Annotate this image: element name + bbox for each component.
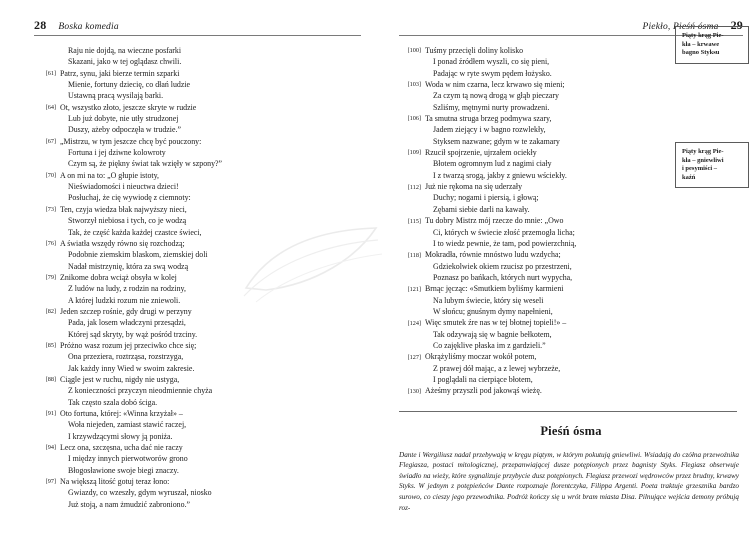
- verse-line-text: Z prawej dół mając, a z lewej wybrzeże,: [433, 363, 561, 373]
- verse-line-text: Ot, wszystko złoto, jeszcze skryte w rudzie: [60, 102, 197, 112]
- verse-line-text: Styksem nazwane; gdym w te zakamary: [433, 136, 560, 146]
- verse-line: [399, 317, 743, 328]
- verse-line-text: Tak, że część każda każdej czastce świeci,: [68, 227, 202, 237]
- verse-line: [399, 192, 743, 203]
- verse-line: [34, 453, 363, 464]
- verse-line-text: A on mi na to: „O głupie istoty,: [60, 170, 159, 180]
- verse-line-text: Lecz ona, szczęsna, ucha dać nie raczy: [60, 443, 183, 453]
- verse-line: [34, 90, 363, 101]
- verse-line: [34, 170, 363, 181]
- sidenote-1: Piąty krąg Pie- kła – krwawe bagno Styksu: [675, 26, 749, 64]
- verse-line-text: Jeden szczep rośnie, gdy drugi w perzyny: [60, 306, 192, 316]
- verse-line-text: Jadem ziejący i w bagno rozwlekły,: [433, 125, 546, 135]
- verse-line-text: Błotem ogromnym lud z nagimi ciały: [433, 159, 552, 169]
- verse-line-text: Okrążyliśmy moczar wokół potem,: [425, 352, 537, 362]
- verse-line-text: Woda w nim czarna, lecz krwawo się mieni;: [425, 80, 565, 90]
- verse-line: [399, 306, 743, 317]
- verse-line: [399, 68, 743, 79]
- verse-line-text: Woła niejeden, zamiast stawić raczej,: [68, 420, 187, 430]
- verse-line-number: [76]: [45, 240, 56, 248]
- verse-line-text: Na większą litość gotuj teraz łono:: [60, 477, 170, 487]
- verse-line-number: [70]: [45, 172, 56, 180]
- verse-line: [399, 79, 743, 90]
- verse-line: [34, 249, 363, 260]
- verse-line-number: [85]: [45, 342, 56, 350]
- verse-line: [34, 419, 363, 430]
- verse-line: [34, 261, 363, 272]
- verse-line-text: Jak każdy inny Wied w swoim zakresie.: [68, 363, 195, 373]
- verse-line: [34, 227, 363, 238]
- verse-line-text: A światła wszędy równo się rozchodzą;: [60, 238, 185, 248]
- verse-line: [34, 374, 363, 385]
- verse-line-text: Podobnie ziemskim blaskom, ziemskiej doli: [68, 250, 208, 260]
- verse-line: [34, 442, 363, 453]
- section-title: Pieśń ósma: [540, 423, 602, 438]
- verse-line-text: Ten, czyja wiedza błak najwyższy nieci,: [60, 204, 187, 214]
- verse-line-text: Co zajęklive płaska im z gardzieli.”: [433, 340, 546, 350]
- verse-line: [34, 397, 363, 408]
- verse-line: [399, 340, 743, 351]
- verse-line-text: Ciągle jest w ruchu, nigdy nie ustyga,: [60, 374, 180, 384]
- verse-line-text: Rzucił spojrzenie, ujrzałem ociekły: [425, 148, 537, 158]
- verse-line-text: Znikome dobra wciąż obsyła w kolej: [60, 272, 177, 282]
- verse-line-number: [79]: [45, 274, 56, 282]
- verse-line: [399, 227, 743, 238]
- verse-line: [34, 147, 363, 158]
- verse-line: [34, 272, 363, 283]
- verse-line-text: Próżno wasz rozum jej przeciwko chce się;: [60, 340, 197, 350]
- verse-line: [34, 317, 363, 328]
- verse-line: [34, 136, 363, 147]
- verse-line: [399, 249, 743, 260]
- verse-line-text: „Mistrzu, w tym jeszcze chcę być pouczony:: [60, 136, 202, 146]
- verse-line-number: [103]: [407, 81, 421, 89]
- left-page: [0, 0, 377, 538]
- verse-line: [399, 283, 743, 294]
- verse-line-number: [109]: [407, 149, 421, 157]
- verse-line-text: Już stoją, a nam żmudzić zabroniono.”: [68, 499, 191, 509]
- verse-line-text: Duchy; nogami i piersią, i głową;: [433, 193, 539, 203]
- verse-line-text: Więc smutek źre nas w tej błotnej topieli!» –: [425, 318, 567, 328]
- verse-line: [34, 408, 363, 419]
- verse-line: [399, 238, 743, 249]
- section-argument: Dante i Wergiliusz nadal przebywają w kręgu piątym, w którym pokutują gniewliwi. Wsiadają do czółna przewoźnika Flegiasza, postaci mitologicznej, przepanwiającej dusze potępionych przez bagnisty Styks. Flegiasz obserwuje świadło na wieży, które sygnalizuje przybycie dusz potępionych. Flegiasz przewozi wędrowców przez brudny, krwawy Styks. W jednym z potępieńców Dante rozpoznaje florentczyka, Filippa Argenti. Poeta traktuje grzesznika bardzo surowo, co cieszy jego przewodnika. Podróż kończy się u wrót bram miasta Disa. Pilnujące wejścia demony próbują roz-: [399, 450, 739, 512]
- verse-line: [34, 45, 363, 56]
- verse-line: [34, 158, 363, 169]
- verse-line: [399, 374, 743, 385]
- verse-line-text: Duszy, ażeby odpoczęła w trudzie.”: [68, 125, 181, 135]
- verse-line-text: Stworzył niebiosa i tych, co je wodzą: [68, 216, 187, 226]
- verse-line-text: Tak często szala dobó ściga.: [68, 397, 158, 407]
- verse-line: [34, 476, 363, 487]
- verse-line: [399, 272, 743, 283]
- verse-line-text: Tak odzywają się w bagnie bełkotem,: [433, 329, 552, 339]
- verse-line-text: Gdziekolwiek okiem rzucisz po przestrzeni,: [433, 261, 572, 271]
- verse-line: [34, 79, 363, 90]
- verse-line-text: Z konieczności przyczyn nieodmiennie chyża: [68, 386, 213, 396]
- verse-line-number: [130]: [407, 387, 421, 395]
- verse-line: [34, 363, 363, 374]
- verse-line-text: Czym są, że piękny świat tak wzięły w szpony?”: [68, 159, 223, 169]
- verse-line-number: [88]: [45, 376, 56, 384]
- section-divider: [399, 411, 737, 412]
- verse-line: [34, 215, 363, 226]
- verse-line-text: Tuśmy przecięli doliny kolisko: [425, 46, 524, 55]
- verse-line: [34, 329, 363, 340]
- verse-line-text: I między innych pierwotworów grono: [68, 454, 188, 464]
- left-header-rule: [34, 35, 361, 36]
- verse-line: [399, 295, 743, 306]
- right-page: [377, 0, 755, 538]
- verse-line-text: Za czym tą nową drogą w głąb pieczary: [433, 91, 559, 101]
- verse-line: [34, 385, 363, 396]
- verse-line: [34, 124, 363, 135]
- verse-line-text: Której sąd skryty, by wąż pośród trzciny.: [68, 329, 198, 339]
- verse-line-number: [94]: [45, 444, 56, 452]
- left-running-head: [34, 18, 363, 32]
- left-folio: 28: [34, 18, 47, 32]
- sidenote-2: Piąty krąg Pie- kła – gniewliwi i pesymiści – kaźń: [675, 142, 749, 188]
- verse-line-text: I to wiedz pewnie, że tam, pod powierzchnią,: [433, 238, 577, 248]
- verse-line-text: Na lubym świecie, który się weseli: [433, 295, 544, 305]
- verse-line-text: I poglądali na cierpiące błotem,: [433, 374, 533, 384]
- left-running-title: Boska komedia: [58, 22, 119, 32]
- verse-line-text: Posłuchaj, że cię wywiodę z ciemnoty:: [68, 193, 191, 203]
- right-verse-block: [399, 45, 743, 397]
- verse-line-text: Zębami siebie darli na kawały.: [433, 204, 530, 214]
- verse-line: [34, 192, 363, 203]
- verse-line-text: Lub już dobyte, nie utły strudzonej: [68, 114, 179, 124]
- verse-line-text: Raju nie dojdą, na wieczne posfarki: [68, 46, 182, 55]
- verse-line-number: [127]: [407, 353, 421, 361]
- verse-line: [34, 431, 363, 442]
- verse-line-text: Już nie rękoma na się uderzały: [425, 182, 523, 192]
- verse-line: [34, 113, 363, 124]
- verse-line-number: [106]: [407, 115, 421, 123]
- verse-line-number: [118]: [407, 251, 421, 259]
- verse-line: [34, 238, 363, 249]
- verse-line: [399, 363, 743, 374]
- verse-line-text: Brnąc jęcząc: «Smutkiem byliśmy karmieni: [425, 284, 564, 294]
- verse-line: [34, 499, 363, 510]
- verse-line-text: I ponad źródłem wyszli, co się pieni,: [433, 57, 550, 67]
- verse-line-text: Nadał mistrzynię, która za swą wodzą: [68, 261, 189, 271]
- verse-line-text: Skazani, jako w tej oglądasz chwili.: [68, 57, 182, 67]
- verse-line: [399, 90, 743, 101]
- verse-line: [399, 329, 743, 340]
- verse-line: [34, 295, 363, 306]
- verse-line: [34, 465, 363, 476]
- verse-line-number: [82]: [45, 308, 56, 316]
- verse-line-text: Pada, jak losem władczyni przesądzi,: [68, 318, 186, 328]
- verse-line: [34, 102, 363, 113]
- verse-line-number: [100]: [407, 47, 421, 55]
- verse-line-number: [73]: [45, 206, 56, 214]
- verse-line-number: [121]: [407, 285, 421, 293]
- right-folio: 29: [730, 18, 743, 32]
- verse-line-text: I z twarzą srogą, jakby z gniewu wściekły.: [433, 170, 567, 180]
- verse-line-text: Błogosławione swoje biegi znaczy.: [68, 465, 179, 475]
- verse-line-number: [61]: [45, 70, 56, 78]
- verse-line-text: Tu dobry Mistrz mój rzecze do mnie: „Owo: [425, 216, 564, 226]
- verse-line-text: Ażeśmy przyszli pod jakowąś wieżę.: [425, 386, 542, 396]
- verse-line: [34, 68, 363, 79]
- verse-line-number: [64]: [45, 104, 56, 112]
- verse-line-text: Szliśmy, mętnymi nurty prowadzeni.: [433, 102, 550, 112]
- verse-line: [34, 181, 363, 192]
- verse-line: [34, 306, 363, 317]
- verse-line-text: W słońcu; gnuśnym dymy napełnieni,: [433, 306, 553, 316]
- verse-line-number: [97]: [45, 478, 56, 486]
- verse-line: [399, 102, 743, 113]
- verse-line: [34, 487, 363, 498]
- left-verse-block: [34, 45, 363, 510]
- verse-line-number: [67]: [45, 138, 56, 146]
- verse-line-number: [91]: [45, 410, 56, 418]
- verse-line: [399, 385, 743, 396]
- verse-line-text: Ci, których w świecie złość przemogła licha;: [433, 227, 575, 237]
- verse-line: [34, 283, 363, 294]
- verse-line-text: Poznasz po bańkach, których nurt wypycha,: [433, 272, 573, 282]
- verse-line-number: [112]: [407, 183, 421, 191]
- verse-line: [399, 215, 743, 226]
- verse-line-text: Gwiazdy, co wzeszły, gdym wyruszał, niosko: [68, 488, 212, 498]
- verse-line-text: Ona przeziera, roztrząsa, rozstrzyga,: [68, 352, 184, 362]
- verse-line-text: Z ludów na ludy, z rodzin na rodziny,: [68, 284, 186, 294]
- verse-line-text: Mokradła, równie mnóstwo ludu wzdycha;: [425, 250, 561, 260]
- right-running-title: Piekło, Pieśń ósma: [642, 22, 719, 32]
- verse-line-text: Ustawną pracą wysilają barki.: [68, 91, 164, 101]
- verse-line-number: [124]: [407, 319, 421, 327]
- verse-line-text: I krzywdzącymi słowy ją poniża.: [68, 431, 173, 441]
- verse-line: [34, 56, 363, 67]
- verse-line: [34, 204, 363, 215]
- verse-line: [399, 204, 743, 215]
- verse-line-text: Mienie, fortuny dziecię, co dłań ludzie: [68, 80, 191, 90]
- verse-line: [399, 124, 743, 135]
- verse-line-text: A której ludzki rozum nie zniewoli.: [68, 295, 181, 305]
- verse-line: [34, 340, 363, 351]
- verse-line-text: Fortuna i jej dziwne kolowroty: [68, 148, 166, 158]
- verse-line-text: Ta smutna struga brzeg podmywa szary,: [425, 114, 552, 124]
- verse-line-text: Padając w ryte swym pędem łożysko.: [433, 68, 552, 78]
- verse-line: [399, 351, 743, 362]
- verse-line: [399, 113, 743, 124]
- verse-line: [34, 351, 363, 362]
- verse-line-number: [115]: [407, 217, 421, 225]
- verse-line: [399, 261, 743, 272]
- verse-line-text: Patrz, synu, jaki bierze termin szparki: [60, 68, 180, 78]
- verse-line-text: Oto fortuna, której: «Winna krzyżał» –: [60, 409, 183, 418]
- verse-line-text: Nieświadomości i nieuctwa dzieci!: [68, 182, 179, 192]
